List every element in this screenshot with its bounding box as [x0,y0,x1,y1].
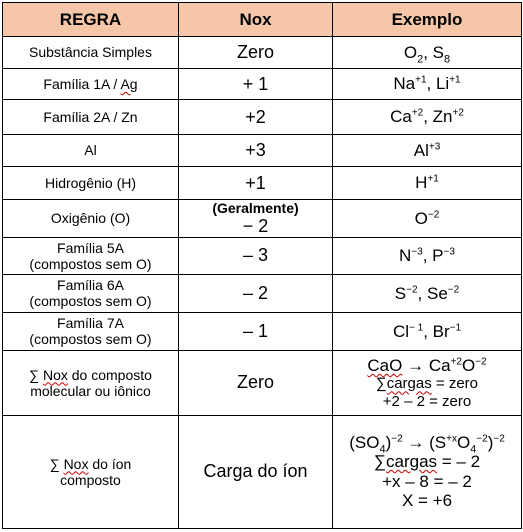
regra-cell: Hidrogênio (H) [3,167,179,200]
sum-charges-line: ∑cargas = zero [375,375,478,393]
exemplo-cell: $S^{-2}$, $Se^{-2}$ [333,274,522,312]
nox-cell: Zero [179,37,333,69]
table-row [3,167,522,200]
nox-cell: – 2 [179,274,333,312]
nox-cell: +3 [179,135,333,167]
regra-cell: Família 7A (compostos sem O) [3,312,179,350]
regra-cell: Substância Simples [3,37,179,69]
nox-cell: + 1 [179,69,333,100]
exemplo-cell: $(SO_4)^{-2} \to (S^{+x}O_4^{-2})^{-2}$ ∑cargas = – 2 +x – 8 = – 2 X = +6 [333,415,522,528]
exemplo-cell: $Cl^{- 1}$, $Br^{-1}$ [333,312,522,350]
regra-cell: Oxigênio (O) [3,200,179,238]
table-row [3,274,522,312]
table-row [3,37,522,69]
table-row [3,135,522,167]
exemplo-cell: $Ca^{+2}$, $Zn^{+2}$ [333,100,522,135]
regra-cell: Família 2A / Zn [3,100,179,135]
nox-cell: Zero [179,350,333,415]
nox-cell: – 1 [179,312,333,350]
nox-cell: Carga do íon [179,415,333,528]
sum-charges-line: ∑cargas = – 2 [373,452,481,472]
table-row [3,415,522,528]
table-row [3,200,522,238]
regra-cell: Família 5A (compostos sem O) [3,237,179,274]
regra-cell: ∑ Nox do composto molecular ou iônico [3,350,179,415]
regra-cell: Al [3,135,179,167]
nox-cell: +1 [179,167,333,200]
nox-rules-table [2,2,522,529]
exemplo-cell: $H^{+1}$ [333,167,522,200]
header-nox: Nox [179,3,333,37]
regra-cell: Família 6A (compostos sem O) [3,274,179,312]
table-row [3,237,522,274]
exemplo-cell: $N^{-3}$, $P^{-3}$ [333,237,522,274]
nox-cell: – 3 [179,237,333,274]
exemplo-cell: CaO → $Ca^{+2}O^{-2}$ ∑cargas = zero +2 – 2 = zero [333,350,522,415]
exemplo-cell: $Al^{+3}$ [333,135,522,167]
table-row [3,69,522,100]
exemplo-cell: $Na^{+1}$, $Li^{+1}$ [333,69,522,100]
header-row [3,3,522,37]
exemplo-cell: $O_2$, $S_8$ [333,37,522,69]
table-row [3,312,522,350]
nox-cell: (Geralmente) − 2 [179,200,333,238]
nox-cell: +2 [179,100,333,135]
exemplo-cell: $O^{-2}$ [333,200,522,238]
header-exemplo: Exemplo [333,3,522,37]
header-regra: REGRA [3,3,179,37]
table-row [3,350,522,415]
regra-cell: ∑ Nox do íon composto [3,415,179,528]
regra-cell: Família 1A / Ag [3,69,179,100]
table-row [3,100,522,135]
